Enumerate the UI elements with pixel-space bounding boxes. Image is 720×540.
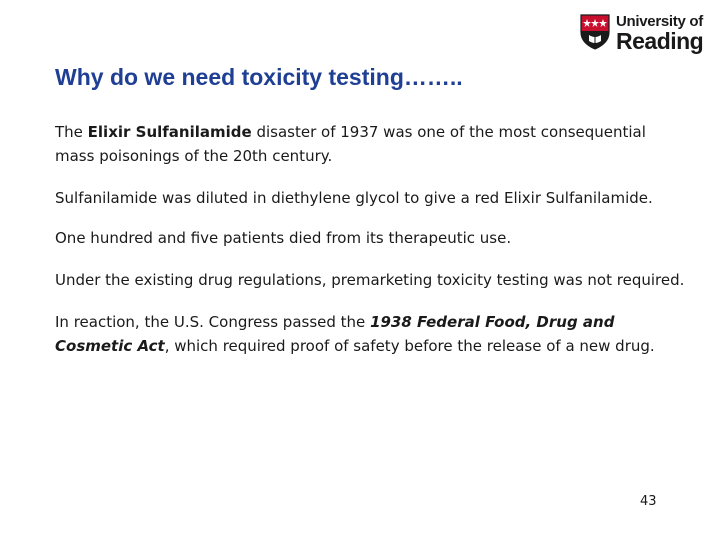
paragraph-diethylene-glycol: Sulfanilamide was diluted in diethylene glycol to give a red Elixir Sulfanilamide.	[55, 189, 653, 207]
paragraph-deaths: One hundred and five patients died from its therapeutic use.	[55, 229, 512, 247]
paragraph-1-rest: disaster of 1937 was one of the most consequential mass poisonings of the 20th century.	[55, 123, 646, 165]
university-crest-icon	[580, 14, 610, 50]
paragraph-regulations: Under the existing drug regulations, premarketing toxicity testing was not required.	[55, 271, 685, 289]
slide-body	[55, 120, 685, 376]
paragraph-5-lead: In reaction, the U.S. Congress passed the	[55, 313, 371, 331]
paragraph-5-act-name: 1938 Federal Food, Drug and Cosmetic Act	[55, 313, 615, 355]
paragraph-congress-act	[55, 310, 685, 358]
university-logo	[580, 12, 704, 54]
paragraph-elixir-disaster	[55, 120, 685, 168]
paragraph-1-bold-term: Elixir Sulfanilamide	[87, 123, 252, 141]
page-number: 43	[640, 494, 657, 509]
paragraph-5-rest: , which required proof of safety before the release of a new drug.	[164, 337, 655, 355]
logo-text-university-of: University of	[616, 13, 703, 30]
slide-title: Why do we need toxicity testing……..	[55, 64, 463, 90]
paragraph-1-lead: The	[55, 123, 88, 141]
logo-text-reading: Reading	[616, 28, 704, 54]
